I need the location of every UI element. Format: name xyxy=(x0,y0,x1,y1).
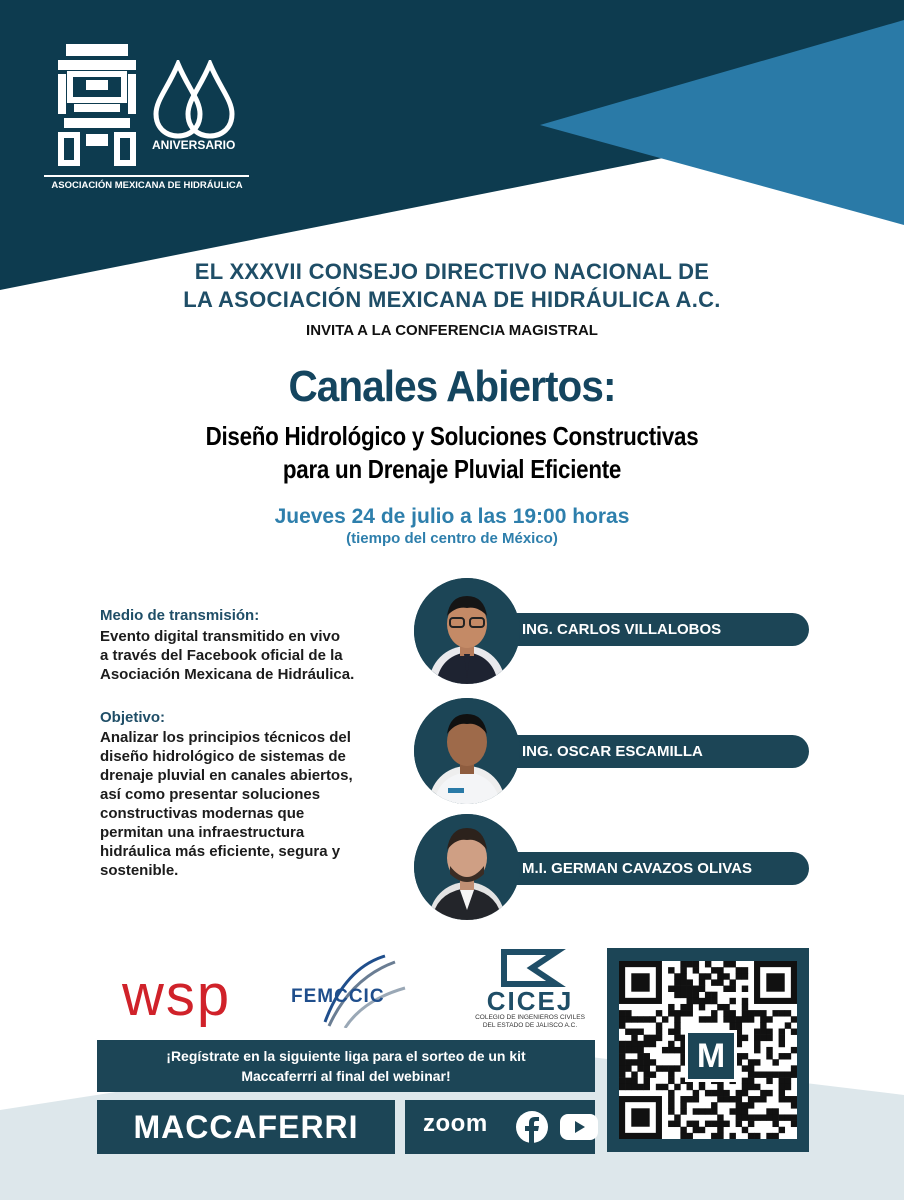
transmission-text: Evento digital transmitido en vivo a través del Facebook oficial de la Asociación Mexicana de Hidráulica. xyxy=(100,628,355,683)
speaker-name: ING. CARLOS VILLALOBOS xyxy=(522,621,722,638)
council-heading xyxy=(0,258,904,314)
person-icon xyxy=(414,698,520,804)
org-name: ASOCIACIÓN MEXICANA DE HIDRÁULICA xyxy=(51,180,243,191)
council-line-2: LA ASOCIACIÓN MEXICANA DE HIDRÁULICA A.C. xyxy=(183,287,721,312)
cicej-wordmark: CICEJ xyxy=(486,986,574,1016)
speaker-photo xyxy=(414,698,520,804)
maccaferri-brand: MACCAFERRI xyxy=(97,1100,395,1154)
platform-bar xyxy=(405,1100,595,1154)
amh-logo xyxy=(44,42,254,194)
conference-title: Canales Abiertos: xyxy=(288,362,616,411)
femccic-wordmark: FEMCCIC xyxy=(291,986,385,1007)
objective-text: Analizar los principios técnicos del diseño hidrológico de sistemas de drenaje pluvial en canales abiertos, así como presentar soluciones constructivas modernas que permitan una infraestructura hidráulica más eficiente, segura y sostenible. xyxy=(100,729,353,879)
org-name-divider xyxy=(44,175,249,177)
transmission-heading: Medio de transmisión: xyxy=(100,607,260,624)
conference-subtitle xyxy=(63,420,840,486)
registration-line-1: ¡Regístrate en la siguiente liga para el sorteo de un kit xyxy=(166,1048,526,1064)
subtitle-line-1: Diseño Hidrológico y Soluciones Constructivas xyxy=(205,421,699,451)
person-icon xyxy=(414,814,520,920)
youtube-icon[interactable] xyxy=(559,1112,599,1142)
totem-icon xyxy=(56,42,138,166)
invite-text: INVITA A LA CONFERENCIA MAGISTRAL xyxy=(306,322,598,339)
registration-line-2: Maccaferrri al final del webinar! xyxy=(241,1068,451,1084)
cicej-subtitle-2: DEL ESTADO DE JALISCO A.C. xyxy=(482,1022,578,1029)
registration-banner xyxy=(97,1040,595,1092)
person-icon xyxy=(414,578,520,684)
qr-panel xyxy=(607,948,809,1152)
council-line-1: EL XXXVII CONSEJO DIRECTIVO NACIONAL DE xyxy=(194,259,710,284)
anniversary-drops-icon xyxy=(148,60,238,140)
qr-center-letter: M xyxy=(696,1037,726,1075)
femccic-logo xyxy=(285,948,425,1028)
facebook-icon[interactable] xyxy=(515,1110,549,1144)
cicej-mark-icon xyxy=(460,948,600,988)
speaker-name: ING. OSCAR ESCAMILLA xyxy=(522,743,703,760)
speaker-photo xyxy=(414,578,520,684)
cicej-logo xyxy=(460,948,600,1030)
cicej-subtitle-1: COLEGIO DE INGENIEROS CIVILES xyxy=(475,1014,585,1021)
wsp-logo: wsp xyxy=(122,963,232,1028)
event-date: Jueves 24 de julio a las 19:00 horas xyxy=(274,505,630,528)
anniversary-label: ANIVERSARIO xyxy=(152,138,236,152)
speaker-name: M.I. GERMAN CAVAZOS OLIVAS xyxy=(522,860,753,877)
event-timezone: (tiempo del centro de México) xyxy=(346,530,558,547)
qr-center-badge xyxy=(685,1030,737,1082)
subtitle-line-2: para un Drenaje Pluvial Eficiente xyxy=(282,454,622,484)
speaker-photo xyxy=(414,814,520,920)
objective-heading: Objetivo: xyxy=(100,709,166,726)
zoom-logo[interactable]: zoom xyxy=(423,1110,488,1137)
